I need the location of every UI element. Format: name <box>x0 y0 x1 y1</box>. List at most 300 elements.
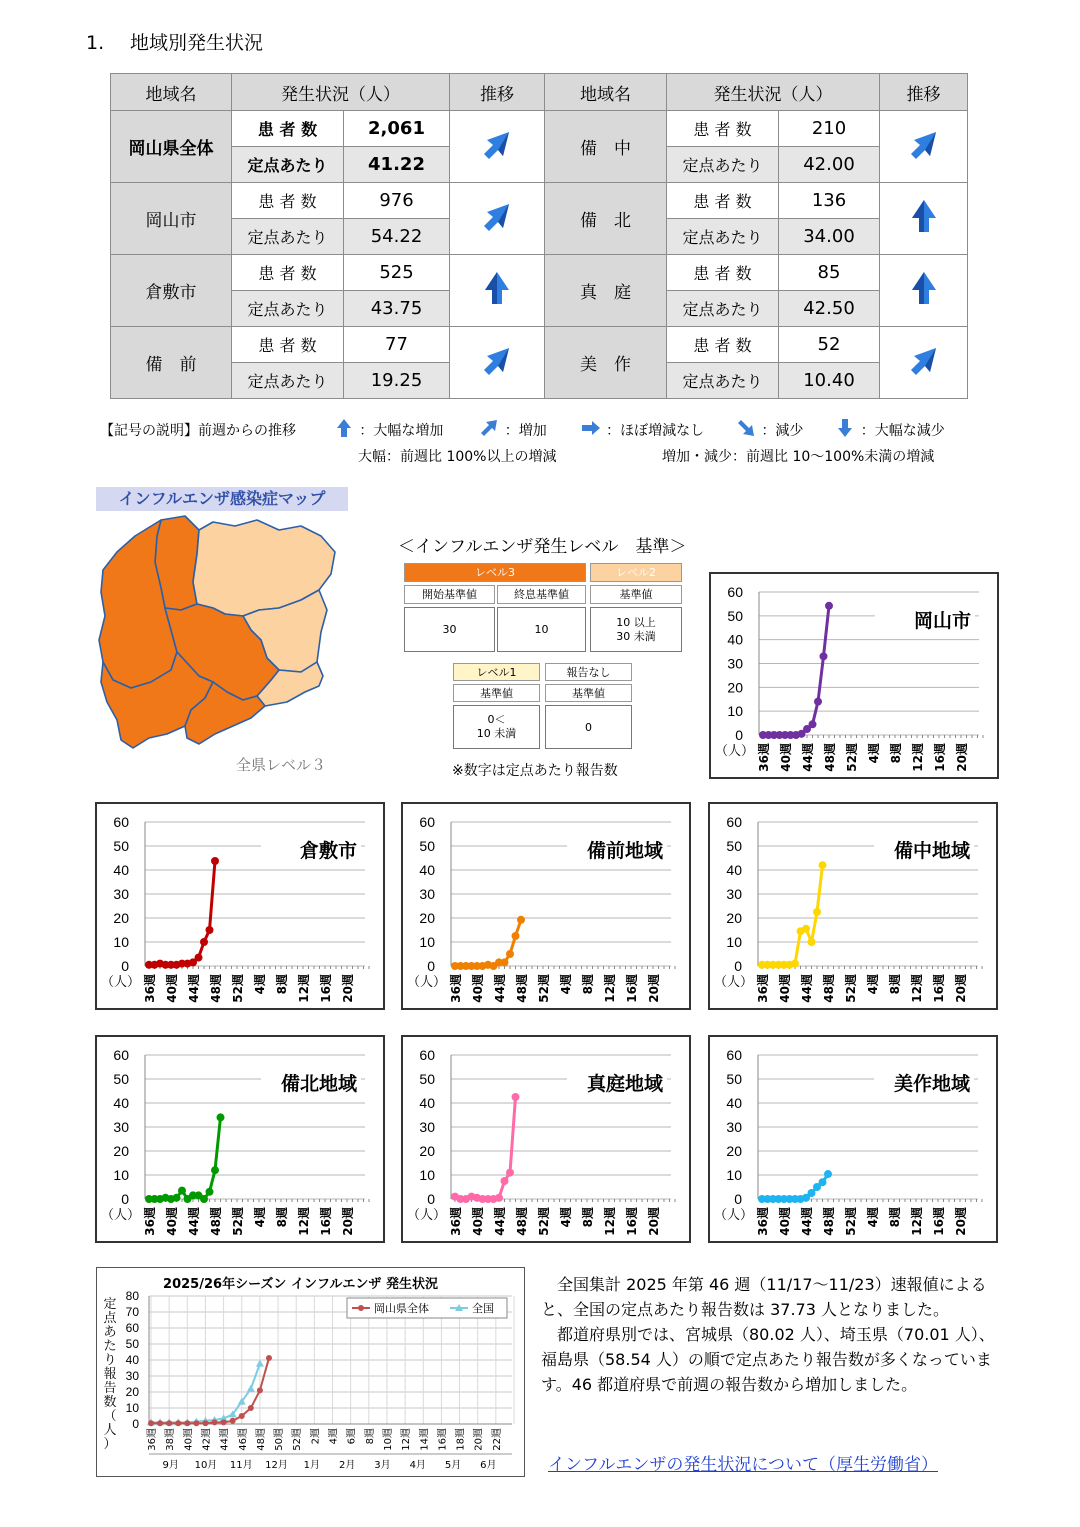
per-point-label: 定点あたり <box>667 291 779 327</box>
data-point <box>184 1420 190 1426</box>
x-tick-label: 36週 <box>449 1207 463 1236</box>
x-tick-label: 52週 <box>537 974 551 1003</box>
y-axis-label-char: 数 <box>103 1395 117 1410</box>
x-tick-label: 48週 <box>209 1207 223 1236</box>
data-point <box>819 1178 827 1186</box>
x-tick-label: 8週 <box>581 1207 595 1228</box>
x-tick-label: 16週 <box>437 1428 449 1451</box>
chart-bizen-area <box>401 802 691 1010</box>
y-tick-label: 60 <box>125 1321 139 1335</box>
chart-title: 倉敷市 <box>299 840 357 862</box>
region-name: 備 中 <box>545 111 667 183</box>
arrow-up-icon <box>906 270 942 306</box>
x-tick-label: 16週 <box>625 1207 639 1236</box>
per-point-value: 54.22 <box>344 219 450 255</box>
x-tick-label: 36週 <box>757 743 771 772</box>
month-label: 11月 <box>229 1460 253 1471</box>
data-point <box>211 857 219 865</box>
data-point <box>212 1419 218 1425</box>
data-point <box>166 1420 172 1426</box>
chart-title: 備中地域 <box>893 840 970 862</box>
data-point <box>808 1189 816 1197</box>
patients-label: 患 者 数 <box>232 255 344 291</box>
per-point-label: 定点あたり <box>232 147 344 183</box>
x-tick-label: 20週 <box>473 1428 485 1451</box>
x-tick-label: 4週 <box>328 1428 340 1445</box>
national-paragraph-2: 都道府県別では、宮城県（80.02 人）、埼玉県（70.01 人）、福島県（58.54 人）の順で定点あたり報告数が多くなっています。46 都道府県で前週の報告数から増加しました。 <box>541 1325 995 1394</box>
y-tick-label: 40 <box>113 862 129 878</box>
level2-value-line1: 10 以上 <box>616 616 656 629</box>
x-tick-label: 40週 <box>778 1207 792 1236</box>
data-point <box>200 1195 208 1203</box>
y-tick-label: 20 <box>419 910 435 926</box>
data-point <box>506 950 514 958</box>
level3-start-label: 開始基準値 <box>404 585 495 604</box>
patients-value: 2,061 <box>344 111 450 147</box>
month-label: 3月 <box>374 1460 391 1471</box>
level1-value <box>453 705 540 749</box>
y-tick-label: 40 <box>419 862 435 878</box>
chart-title: 岡山市 <box>913 610 971 632</box>
legend-label: 全国 <box>472 1302 494 1315</box>
data-point <box>495 1194 503 1202</box>
x-tick-label: 46週 <box>237 1428 249 1451</box>
x-tick-label: 36週 <box>449 974 463 1003</box>
per-point-value: 43.75 <box>344 291 450 327</box>
section-title-text: 地域別発生状況 <box>130 32 264 54</box>
patients-value: 52 <box>779 327 880 363</box>
level1-value-line1: 0＜ <box>487 713 506 726</box>
data-point <box>221 1419 227 1425</box>
arrow-up-icon <box>479 270 515 306</box>
x-tick-label: 20週 <box>341 974 355 1003</box>
y-tick-label: 40 <box>113 1095 129 1111</box>
arrow-up-right-icon <box>479 342 515 378</box>
y-tick-label: 20 <box>419 1143 435 1159</box>
data-point <box>820 652 828 660</box>
arrow-up-right-icon <box>479 126 515 162</box>
y-unit-label: （人） <box>715 744 755 759</box>
y-tick-label: 60 <box>113 814 129 830</box>
x-tick-label: 8週 <box>364 1428 376 1445</box>
y-tick-label: 10 <box>419 934 435 950</box>
per-point-label: 定点あたり <box>232 291 344 327</box>
y-tick-label: 50 <box>419 1071 435 1087</box>
arrow-down-right-icon <box>735 417 757 443</box>
patients-label: 患 者 数 <box>232 183 344 219</box>
per-point-label: 定点あたり <box>667 219 779 255</box>
x-tick-label: 4週 <box>867 743 881 764</box>
level3-end-value: 10 <box>497 607 586 652</box>
x-tick-label: 18週 <box>455 1428 467 1451</box>
data-point <box>266 1355 272 1361</box>
y-tick-label: 20 <box>726 910 742 926</box>
level2-criteria-label: 基準値 <box>590 585 682 604</box>
x-tick-label: 14週 <box>419 1428 431 1451</box>
per-point-label: 定点あたり <box>232 219 344 255</box>
y-unit-label: （人） <box>407 1208 447 1223</box>
x-tick-label: 48週 <box>209 974 223 1003</box>
per-point-label: 定点あたり <box>667 147 779 183</box>
data-point <box>211 1166 219 1174</box>
y-tick-label: 10 <box>113 1167 129 1183</box>
x-tick-label: 4週 <box>866 974 880 995</box>
data-point <box>173 1194 181 1202</box>
per-point-value: 41.22 <box>344 147 450 183</box>
x-tick-label: 44週 <box>187 1207 201 1236</box>
x-tick-label: 36週 <box>756 974 770 1003</box>
y-tick-label: 50 <box>125 1337 139 1351</box>
x-tick-label: 4週 <box>559 1207 573 1228</box>
data-point <box>814 698 822 706</box>
y-tick-label: 80 <box>125 1289 139 1303</box>
patients-label: 患 者 数 <box>667 183 779 219</box>
data-point <box>175 1420 181 1426</box>
region-name: 岡山県全体 <box>111 111 232 183</box>
y-unit-label: （人） <box>407 975 447 990</box>
legend-note-large: 大幅：前週比 100%以上の増減 <box>358 449 557 465</box>
data-point <box>206 926 214 934</box>
chart-mimasaka-area <box>708 1035 998 1243</box>
x-tick-label: 8週 <box>275 1207 289 1228</box>
patients-value: 976 <box>344 183 450 219</box>
x-tick-label: 8週 <box>581 974 595 995</box>
series-line <box>455 920 521 966</box>
y-tick-label: 20 <box>113 910 129 926</box>
legend-decrease: ：減少 <box>761 423 804 439</box>
section-title <box>86 28 263 55</box>
x-tick-label: 16週 <box>932 1207 946 1236</box>
legend-prefix: 【記号の説明】前週からの推移 <box>100 423 296 439</box>
data-point <box>248 1405 254 1411</box>
y-tick-label: 0 <box>121 1191 129 1207</box>
x-tick-label: 8週 <box>888 1207 902 1228</box>
data-point <box>193 1420 199 1426</box>
x-tick-label: 40週 <box>183 1428 195 1451</box>
chart-okayama-city <box>709 572 999 779</box>
data-point <box>239 1413 245 1419</box>
national-paragraph-1: 全国集計 2025 年第 46 週（11/17～11/23）速報値によると、全国の定点あたり報告数は 37.73 人となりました。 <box>541 1275 987 1319</box>
x-tick-label: 16週 <box>319 1207 333 1236</box>
level3-header: レベル3 <box>404 563 586 582</box>
chart-bihoku-area <box>95 1035 385 1243</box>
x-tick-label: 12週 <box>910 974 924 1003</box>
trend-cell <box>880 183 968 255</box>
x-tick-label: 42週 <box>201 1428 213 1451</box>
trend-cell <box>450 111 545 183</box>
data-point <box>206 1188 214 1196</box>
level3-end-label: 終息基準値 <box>497 585 586 604</box>
legend-large-decrease: ：大幅な減少 <box>860 423 945 439</box>
okayama-map <box>95 512 345 774</box>
series-line <box>149 861 215 965</box>
legend-note-normal: 増加・減少：前週比 10～100%未満の増減 <box>662 449 935 465</box>
y-tick-label: 50 <box>419 838 435 854</box>
data-point <box>501 958 509 966</box>
legend-marker <box>358 1305 364 1311</box>
x-tick-label: 36週 <box>143 974 157 1003</box>
per-point-label: 定点あたり <box>667 363 779 399</box>
x-tick-label: 12週 <box>910 1207 924 1236</box>
chart-title: 備北地域 <box>280 1073 357 1095</box>
x-tick-label: 16週 <box>319 974 333 1003</box>
x-tick-label: 52週 <box>231 974 245 1003</box>
series-line <box>149 1117 221 1199</box>
y-axis-label-char: 報 <box>103 1367 117 1382</box>
no-report-value: 0 <box>545 705 632 749</box>
y-tick-label: 10 <box>113 934 129 950</box>
arrow-up-right-icon <box>906 126 942 162</box>
data-point <box>200 938 208 946</box>
y-tick-label: 60 <box>726 1047 742 1063</box>
y-tick-label: 10 <box>726 934 742 950</box>
x-tick-label: 40週 <box>779 743 793 772</box>
y-tick-label: 20 <box>727 679 743 696</box>
per-point-value: 42.50 <box>779 291 880 327</box>
x-tick-label: 4週 <box>253 974 267 995</box>
no-report-criteria-label: 基準値 <box>545 684 632 702</box>
arrow-right-icon <box>580 417 602 443</box>
x-tick-label: 8週 <box>889 743 903 764</box>
patients-value: 77 <box>344 327 450 363</box>
x-tick-label: 44週 <box>800 1207 814 1236</box>
x-tick-label: 12週 <box>297 974 311 1003</box>
month-label: 10月 <box>194 1460 218 1471</box>
data-point <box>195 954 203 962</box>
y-tick-label: 50 <box>726 1071 742 1087</box>
patients-label: 患 者 数 <box>667 327 779 363</box>
arrow-up-right-icon <box>478 417 500 443</box>
x-tick-label: 40週 <box>165 974 179 1003</box>
trend-cell <box>450 327 545 399</box>
header-status: 発生状況（人） <box>232 74 450 111</box>
patients-value: 136 <box>779 183 880 219</box>
x-tick-label: 48週 <box>515 974 529 1003</box>
chart-title: 美作地域 <box>893 1073 970 1095</box>
x-tick-label: 48週 <box>515 1207 529 1236</box>
data-point <box>257 1387 263 1393</box>
x-tick-label: 12週 <box>911 743 925 772</box>
data-point <box>802 925 810 933</box>
y-tick-label: 30 <box>113 1119 129 1135</box>
data-point <box>247 1385 255 1392</box>
y-axis-label-char: 告 <box>103 1381 117 1396</box>
level1-value-line2: 10 未満 <box>476 727 517 740</box>
y-tick-label: 70 <box>125 1305 139 1319</box>
header-trend: 推移 <box>880 74 968 111</box>
y-tick-label: 50 <box>113 1071 129 1087</box>
level1-header: レベル1 <box>453 663 540 681</box>
data-point <box>809 720 817 728</box>
series-line <box>763 606 829 735</box>
region-name: 備 前 <box>111 327 232 399</box>
x-tick-label: 52週 <box>844 1207 858 1236</box>
y-axis-label-char: ） <box>103 1437 117 1452</box>
x-tick-label: 48週 <box>255 1428 267 1451</box>
data-point <box>517 916 525 924</box>
data-point <box>178 1187 186 1195</box>
x-tick-label: 12週 <box>603 1207 617 1236</box>
x-tick-label: 16週 <box>932 974 946 1003</box>
data-point <box>202 1420 208 1426</box>
patients-value: 85 <box>779 255 880 291</box>
y-tick-label: 40 <box>726 862 742 878</box>
trend-cell <box>880 327 968 399</box>
region-name: 美 作 <box>545 327 667 399</box>
x-tick-label: 16週 <box>933 743 947 772</box>
x-tick-label: 20週 <box>955 743 969 772</box>
y-tick-label: 60 <box>727 584 743 600</box>
y-tick-label: 60 <box>113 1047 129 1063</box>
data-point <box>148 1420 154 1426</box>
y-axis-label-char: 人 <box>103 1423 117 1438</box>
trend-cell <box>450 183 545 255</box>
y-tick-label: 40 <box>727 631 743 648</box>
region-table <box>110 73 968 399</box>
mhlw-influenza-link[interactable]: インフルエンザの発生状況について（厚生労働省） <box>548 1455 938 1475</box>
data-point <box>813 908 821 916</box>
data-point <box>825 602 833 610</box>
region-name: 倉敷市 <box>111 255 232 327</box>
x-tick-label: 48週 <box>822 974 836 1003</box>
y-unit-label: （人） <box>714 1208 754 1223</box>
x-tick-label: 20週 <box>954 974 968 1003</box>
data-point <box>791 960 799 968</box>
y-tick-label: 20 <box>726 1143 742 1159</box>
x-tick-label: 6週 <box>346 1428 358 1445</box>
per-point-label: 定点あたり <box>232 363 344 399</box>
data-point <box>157 1420 163 1426</box>
y-tick-label: 40 <box>726 1095 742 1111</box>
y-unit-label: （人） <box>714 975 754 990</box>
header-region-name: 地域名 <box>111 74 232 111</box>
x-tick-label: 44週 <box>187 974 201 1003</box>
header-trend: 推移 <box>450 74 545 111</box>
level2-value <box>590 607 682 652</box>
level3-start-value: 30 <box>404 607 495 652</box>
data-point <box>512 1093 520 1101</box>
x-tick-label: 40週 <box>778 974 792 1003</box>
x-tick-label: 16週 <box>625 974 639 1003</box>
per-point-value: 10.40 <box>779 363 880 399</box>
x-tick-label: 52週 <box>845 743 859 772</box>
x-tick-label: 36週 <box>143 1207 157 1236</box>
data-point <box>506 1169 514 1177</box>
arrow-up-icon <box>906 198 942 234</box>
x-tick-label: 4週 <box>559 974 573 995</box>
month-label: 6月 <box>480 1460 497 1471</box>
trend-cell <box>880 111 968 183</box>
region-name: 真 庭 <box>545 255 667 327</box>
section-number: 1. <box>86 32 105 54</box>
trend-cell <box>450 255 545 327</box>
month-label: 9月 <box>162 1460 179 1471</box>
x-tick-label: 2週 <box>310 1428 322 1445</box>
x-tick-label: 40週 <box>471 1207 485 1236</box>
level-criteria-title: ＜インフルエンザ発生レベル 基準＞ <box>398 537 687 557</box>
y-tick-label: 60 <box>419 1047 435 1063</box>
level1-criteria-label: 基準値 <box>453 684 540 702</box>
arrow-up-right-icon <box>479 198 515 234</box>
arrow-up-icon <box>333 417 355 443</box>
y-tick-label: 40 <box>125 1353 139 1367</box>
y-tick-label: 0 <box>734 1191 742 1207</box>
patients-label: 患 者 数 <box>232 327 344 363</box>
month-label: 4月 <box>409 1460 426 1471</box>
y-tick-label: 0 <box>427 958 435 974</box>
chart-bichu-area <box>708 802 998 1010</box>
level-note: ※数字は定点あたり報告数 <box>452 763 618 779</box>
x-tick-label: 44週 <box>219 1428 231 1451</box>
y-axis-label-char: あ <box>103 1325 117 1340</box>
data-point <box>808 938 816 946</box>
x-tick-label: 44週 <box>801 743 815 772</box>
y-tick-label: 30 <box>419 886 435 902</box>
arrow-up-right-icon <box>906 342 942 378</box>
chart-maniwa-area <box>401 1035 691 1243</box>
legend-no-change: ：ほぼ増減なし <box>606 423 705 439</box>
data-point <box>824 1170 832 1178</box>
no-report-header: 報告なし <box>545 663 632 681</box>
y-tick-label: 0 <box>734 958 742 974</box>
x-tick-label: 36週 <box>147 1428 158 1451</box>
y-axis-label-char: り <box>103 1353 117 1368</box>
patients-value: 525 <box>344 255 450 291</box>
x-tick-label: 4週 <box>253 1207 267 1228</box>
y-unit-label: （人） <box>101 975 141 990</box>
region-name: 備 北 <box>545 183 667 255</box>
chart-title: 真庭地域 <box>586 1073 663 1095</box>
national-chart-title: 2025/26年シーズン インフルエンザ 発生状況 <box>163 1277 438 1292</box>
x-tick-label: 20週 <box>647 1207 661 1236</box>
month-label: 5月 <box>444 1460 462 1471</box>
legend-increase: ：増加 <box>504 423 547 439</box>
level2-header: レベル2 <box>590 563 682 582</box>
data-point <box>819 861 827 869</box>
level2-value-line2: 30 未満 <box>616 630 656 643</box>
y-tick-label: 60 <box>726 814 742 830</box>
national-comparison-chart <box>96 1267 525 1477</box>
x-tick-label: 44週 <box>800 974 814 1003</box>
y-tick-label: 30 <box>419 1119 435 1135</box>
trend-legend <box>100 417 945 443</box>
y-tick-label: 0 <box>121 958 129 974</box>
map-title: インフルエンザ感染症マップ <box>96 487 348 511</box>
y-tick-label: 10 <box>125 1401 139 1415</box>
y-tick-label: 30 <box>726 1119 742 1135</box>
y-tick-label: 60 <box>419 814 435 830</box>
patients-label: 患 者 数 <box>667 255 779 291</box>
y-unit-label: （人） <box>101 1208 141 1223</box>
y-axis-label-char: 点 <box>103 1311 117 1326</box>
x-tick-label: 40週 <box>471 974 485 1003</box>
chart-title: 備前地域 <box>586 840 663 862</box>
y-tick-label: 20 <box>125 1385 139 1399</box>
per-point-value: 19.25 <box>344 363 450 399</box>
legend-label: 岡山県全体 <box>374 1302 429 1315</box>
map-caption: 全県レベル３ <box>236 756 327 774</box>
y-axis-label-char: た <box>103 1339 117 1354</box>
chart-kurashiki-city <box>95 802 385 1010</box>
y-axis-label-char: 定 <box>103 1297 117 1312</box>
y-tick-label: 30 <box>726 886 742 902</box>
y-tick-label: 50 <box>726 838 742 854</box>
y-tick-label: 0 <box>735 727 743 743</box>
patients-label: 患 者 数 <box>232 111 344 147</box>
data-point <box>217 1113 225 1121</box>
legend-large-increase: ：大幅な増加 <box>359 423 444 439</box>
x-tick-label: 52週 <box>292 1428 304 1451</box>
